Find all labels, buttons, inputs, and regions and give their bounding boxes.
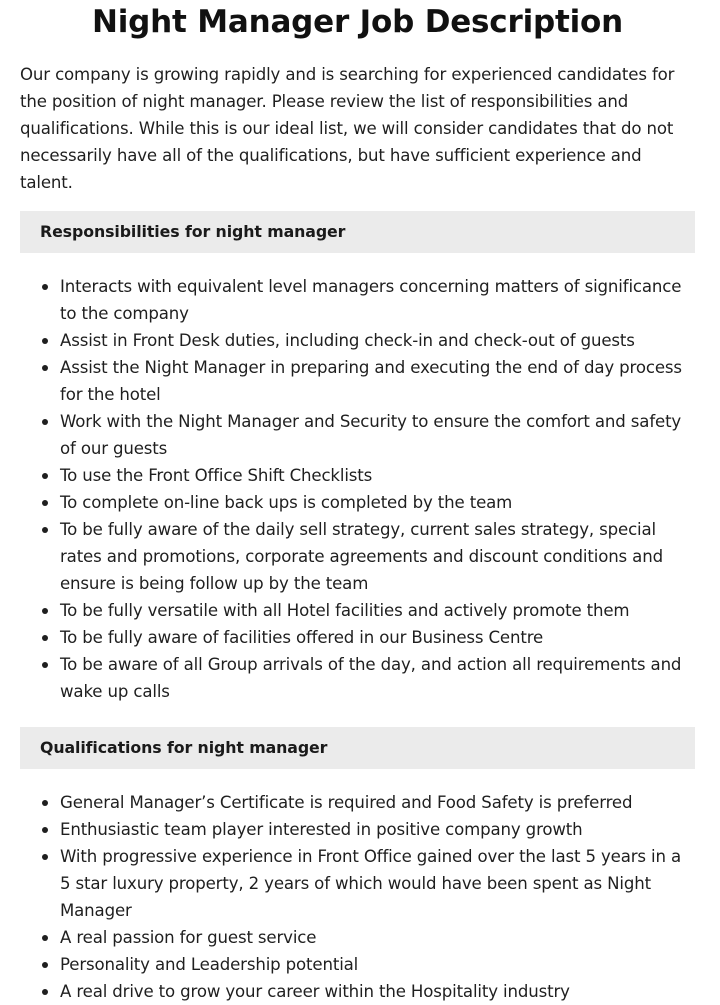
list-item: A real drive to grow your career within the Hospitality industry — [20, 978, 695, 1005]
page-title: Night Manager Job Description — [91, 4, 623, 40]
qualifications-list — [20, 789, 695, 1005]
list-item: To be fully aware of facilities offered in our Business Centre — [20, 624, 695, 651]
list-item: Personality and Leadership potential — [20, 951, 695, 978]
list-item: With progressive experience in Front Office gained over the last 5 years in a 5 star luxury property, 2 years of which would have been spent as Night Manager — [20, 843, 695, 924]
list-item: To be aware of all Group arrivals of the day, and action all requirements and wake up calls — [20, 651, 695, 705]
list-item: Work with the Night Manager and Security to ensure the comfort and safety of our guests — [20, 408, 695, 462]
list-item: To use the Front Office Shift Checklists — [20, 462, 695, 489]
job-description-page — [20, 0, 695, 1005]
list-item: To be fully versatile with all Hotel facilities and actively promote them — [20, 597, 695, 624]
list-item: A real passion for guest service — [20, 924, 695, 951]
qualifications-heading: Qualifications for night manager — [20, 727, 695, 769]
list-item: Assist in Front Desk duties, including check-in and check-out of guests — [20, 327, 695, 354]
list-item: To complete on-line back ups is completed by the team — [20, 489, 695, 516]
responsibilities-heading: Responsibilities for night manager — [20, 211, 695, 253]
intro-paragraph: Our company is growing rapidly and is searching for experienced candidates for the position of night manager. Please review the list of responsibilities and qualifications. While this is our ideal list, we will consider candidates that do not necessarily have all of the qualifications, but have sufficient experience and talent. — [20, 65, 675, 192]
list-item: To be fully aware of the daily sell strategy, current sales strategy, special rates and promotions, corporate agreements and discount conditions and ensure is being follow up by the team — [20, 516, 695, 597]
responsibilities-list — [20, 273, 695, 705]
list-item: Enthusiastic team player interested in positive company growth — [20, 816, 695, 843]
list-item: Assist the Night Manager in preparing and executing the end of day process for the hotel — [20, 354, 695, 408]
list-item: General Manager’s Certificate is required and Food Safety is preferred — [20, 789, 695, 816]
list-item: Interacts with equivalent level managers concerning matters of significance to the company — [20, 273, 695, 327]
